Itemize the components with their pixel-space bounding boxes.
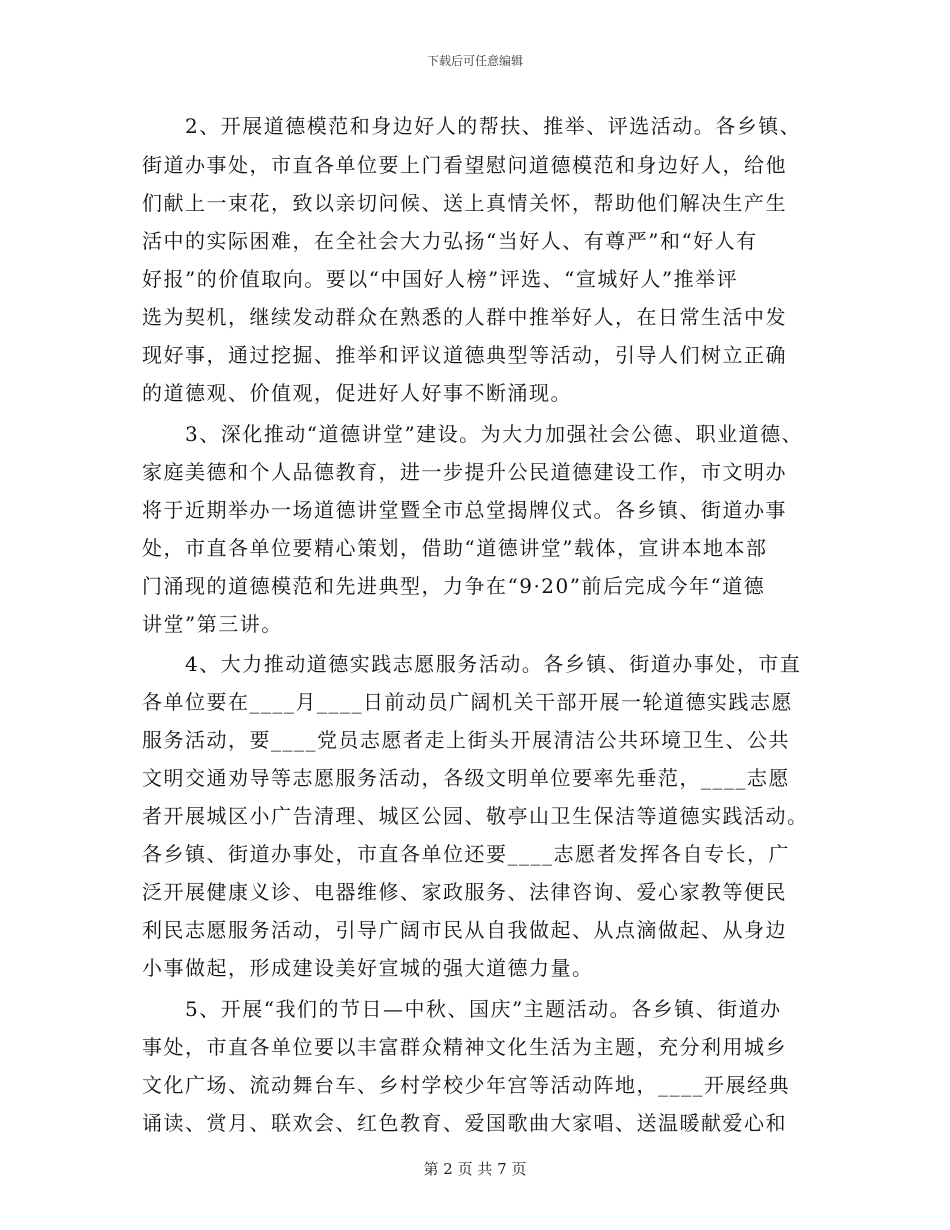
text-line: 文化广场、流动舞台车、乡村学校少年宫等活动阵地，____开展经典: [142, 1073, 790, 1097]
page-header-note: 下载后可任意编辑: [426, 54, 523, 68]
text-line: 泛开展健康义诊、电器维修、家政服务、法律咨询、爱心家教等便民: [142, 880, 787, 904]
text-line: 2、开展道德模范和身边好人的帮扶、推举、评选活动。各乡镇、: [185, 114, 802, 138]
text-line: 活中的实际困难，在全社会大力弘扬“当好人、有尊严”和“好人有: [142, 229, 758, 253]
text-line: 门涌现的道德模范和先进典型，力争在“9·20”前后完成今年“道德: [142, 574, 766, 598]
text-line: 家庭美德和个人品德教育，进一步提升公民道德建设工作，市文明办: [142, 460, 787, 484]
text-line: 各乡镇、街道办事处，市直各单位还要____志愿者发挥各自专长，广: [142, 842, 790, 866]
text-line: 5、开展“我们的节日—中秋、国庆”主题活动。各乡镇、街道办: [185, 997, 782, 1021]
text-line: 4、大力推动道德实践志愿服务活动。各乡镇、街道办事处，市直: [185, 652, 802, 676]
text-line: 利民志愿服务活动，引导广阔市民从自我做起、从点滴做起、从身边: [142, 918, 787, 942]
text-line: 讲堂”第三讲。: [142, 612, 283, 636]
text-line: 3、深化推动“道德讲堂”建设。为大力加强社会公德、职业道德、: [185, 422, 804, 446]
text-line: 处，市直各单位要精心策划，借助“道德讲堂”载体，宣讲本地本部: [142, 536, 768, 560]
text-line: 文明交通劝导等志愿服务活动，各级文明单位要率先垂范，____志愿: [142, 766, 790, 790]
text-line: 现好事，通过挖掘、推举和评议道德典型等活动，引导人们树立正确: [142, 343, 787, 367]
text-line: 事处，市直各单位要以丰富群众精神文化生活为主题，充分利用城乡: [142, 1035, 787, 1059]
text-line: 各单位要在____月____日前动员广阔机关干部开展一轮道德实践志愿: [142, 690, 793, 714]
text-line: 小事做起，形成建设美好宣城的强大道德力量。: [142, 956, 594, 980]
text-line: 选为契机，继续发动群众在熟悉的人群中推举好人，在日常生活中发: [142, 305, 787, 329]
text-line: 的道德观、价值观，促进好人好事不断涌现。: [142, 381, 572, 405]
text-line: 将于近期举办一场道德讲堂暨全市总堂揭牌仪式。各乡镇、街道办事: [142, 498, 787, 522]
text-line: 服务活动，要____党员志愿者走上街头开展清洁公共环境卫生、公共: [142, 728, 790, 752]
text-line: 们献上一束花，致以亲切问候、送上真情关怀，帮助他们解决生产生: [142, 191, 787, 215]
text-line: 街道办事处，市直各单位要上门看望慰问道德模范和身边好人，给他: [142, 153, 787, 177]
text-line: 者开展城区小广告清理、城区公园、敬亭山卫生保洁等道德实践活动。: [142, 804, 809, 828]
text-line: 好报”的价值取向。要以“中国好人榜”评选、“宣城好人”推举评: [142, 267, 739, 291]
text-line: 诵读、赏月、联欢会、红色教育、爱国歌曲大家唱、送温暖献爱心和: [142, 1111, 787, 1135]
page-number: 第 2 页 共 7 页: [423, 1160, 527, 1178]
